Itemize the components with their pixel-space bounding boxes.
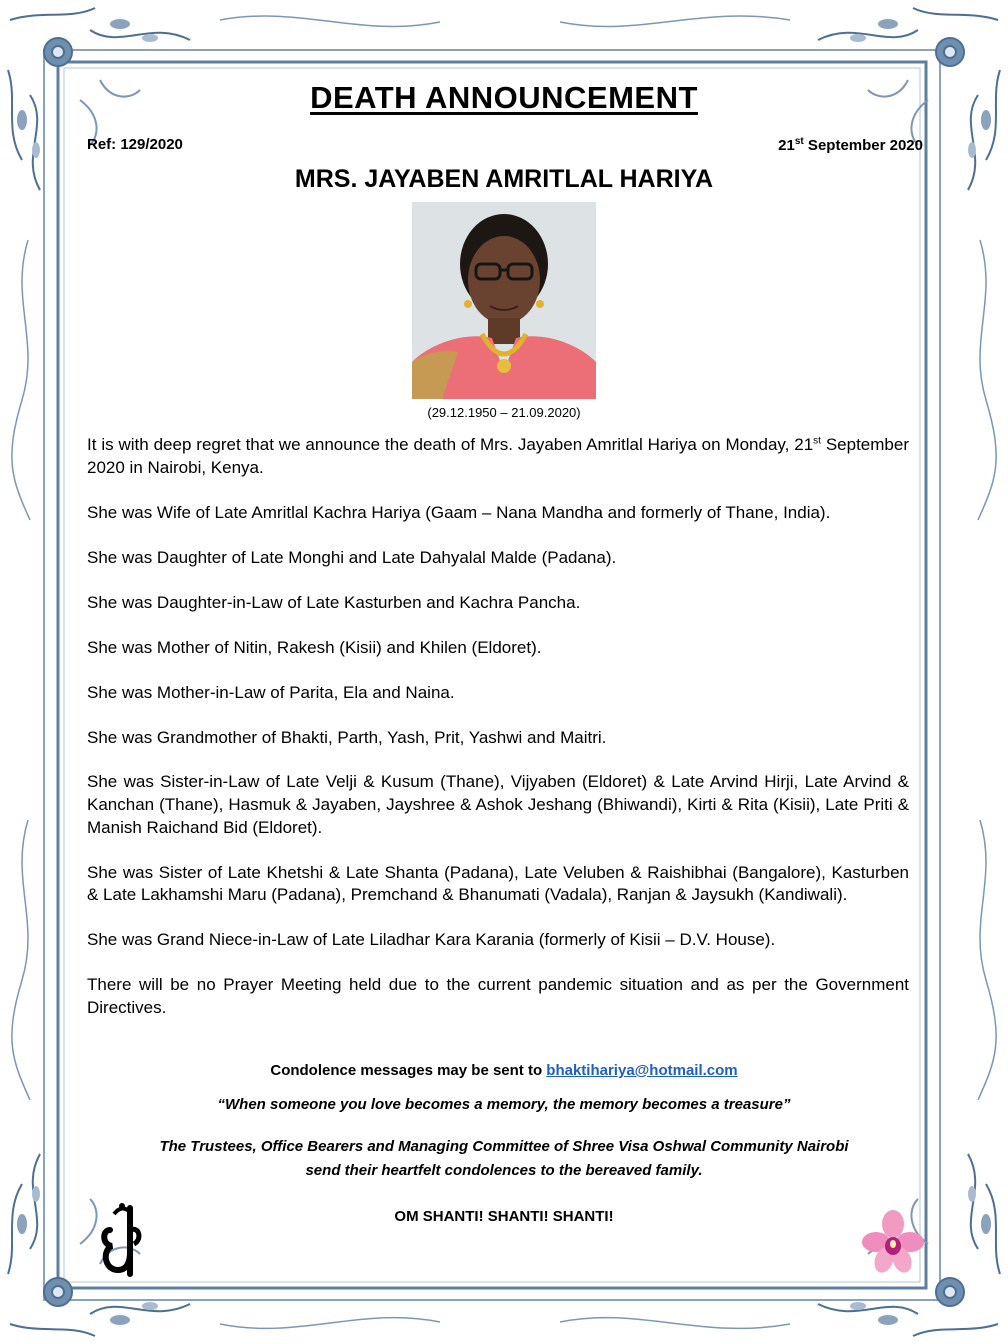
condolence-line: Condolence messages may be sent to bhaktihariya@hotmail.com	[270, 1062, 738, 1079]
paragraph-sister-in-law: She was Sister-in-Law of Late Velji & Kusum (Thane), Vijyaben (Eldoret) & Late Arvind Hirji, Late Arvind & Kanchan (Thane), Hasmuk & Jayaben, Jayshree & Ashok Jeshang (Bhiwandi), Kirti & Rita (Kisii), Late Priti & Manish Raichand Bid (Eldoret).	[87, 772, 909, 837]
deceased-name: MRS. JAYABEN AMRITLAL HARIYA	[294, 165, 714, 193]
trustees-condolences: The Trustees, Office Bearers and Managing Committee of Shree Visa Oshwal Community Nairobi send their heartfelt condolences to the bereaved family.	[159, 1138, 849, 1179]
paragraph-grandmother: She was Grandmother of Bhakti, Parth, Yash, Prit, Yashwi and Maitri.	[87, 727, 607, 747]
om-shanti-text: OM SHANTI! SHANTI! SHANTI!	[394, 1208, 614, 1225]
paragraph-daughter: She was Daughter of Late Monghi and Late Dahyalal Malde (Padana).	[87, 547, 617, 567]
life-dates: (29.12.1950 – 21.09.2020)	[427, 405, 581, 420]
jain-om-symbol-icon	[100, 1200, 150, 1280]
paragraph-sister: She was Sister of Late Khetshi & Late Shanta (Padana), Late Veluben & Raishibhai (Bangalore), Kasturben & Late Lakhamshi Maru (Padana), Premchand & Bhanumati (Vadala), Ranjan & Jaysukh (Kandiwali).	[87, 862, 909, 905]
reference-number: Ref: 129/2020	[87, 136, 183, 153]
paragraph-mother-in-law: She was Mother-in-Law of Parita, Ela and Naina.	[87, 682, 455, 702]
announcement-date: 21st September 2020	[778, 136, 923, 154]
orchid-flower-icon	[862, 1208, 924, 1278]
paragraph-prayer-meeting: There will be no Prayer Meeting held due to the current pandemic situation and as per the Government Directives.	[87, 975, 909, 1017]
email-link[interactable]: bhaktihariya@hotmail.com	[546, 1062, 738, 1079]
page-title: DEATH ANNOUNCEMENT	[310, 80, 698, 115]
announcement-body	[87, 434, 909, 1042]
portrait-icon	[412, 202, 596, 399]
paragraph-grand-niece-in-law: She was Grand Niece-in-Law of Late Liladhar Kara Karania (formerly of Kisii – D.V. House).	[87, 930, 776, 950]
portrait-photo	[412, 202, 596, 399]
paragraph-wife: She was Wife of Late Amritlal Kachra Hariya (Gaam – Nana Mandha and formerly of Thane, India).	[87, 502, 831, 522]
paragraph-mother: She was Mother of Nitin, Rakesh (Kisii) and Khilen (Eldoret).	[87, 637, 542, 657]
memorial-quote: “When someone you love becomes a memory, the memory becomes a treasure”	[217, 1096, 791, 1113]
paragraph-daughter-in-law: She was Daughter-in-Law of Late Kasturben and Kachra Pancha.	[87, 592, 581, 612]
intro-paragraph: It is with deep regret that we announce the death of Mrs. Jayaben Amritlal Hariya on Monday, 21st September 2020 in Nairobi, Kenya.	[87, 435, 909, 477]
